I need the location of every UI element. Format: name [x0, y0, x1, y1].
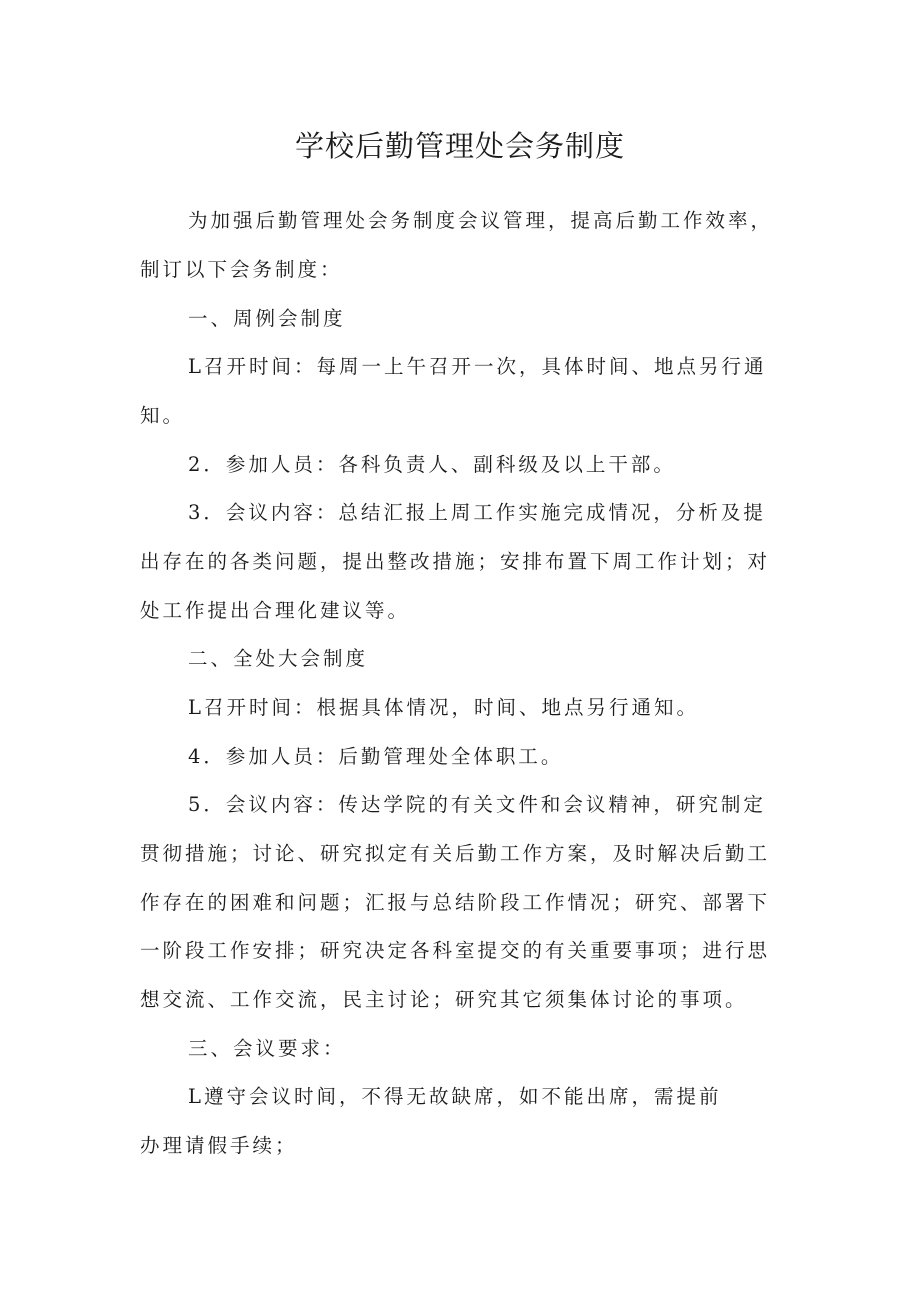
- section-2-heading: 二、全处大会制度: [188, 647, 369, 670]
- section-3-item-1-line-1: L遵守会议时间，不得无故缺席，如不能出席，需提前: [188, 1085, 722, 1108]
- section-3-item-1-line-2: 办理请假手续；: [140, 1134, 298, 1157]
- section-2-item-3-line-2: 贯彻措施；讨论、研究拟定有关后勤工作方案，及时解决后勤工: [140, 842, 771, 865]
- section-2-item-3-line-4: 一阶段工作安排；研究决定各科室提交的有关重要事项；进行思: [140, 939, 771, 962]
- section-1-heading: 一、周例会制度: [188, 307, 346, 330]
- section-2-item-3-line-3: 作存在的困难和问题；汇报与总结阶段工作情况；研究、部署下: [140, 891, 771, 914]
- intro-line-1: 为加强后勤管理处会务制度会议管理，提高后勤工作效率，: [188, 209, 774, 232]
- section-2-item-1: L召开时间：根据具体情况，时间、地点另行通知。: [188, 696, 699, 719]
- section-1-item-3-line-1: 3．会议内容：总结汇报上周工作实施完成情况，分析及提: [188, 501, 766, 524]
- section-1-item-1-line-1: L召开时间：每周一上午召开一次，具体时间、地点另行通: [188, 355, 767, 378]
- section-1-item-3-line-2: 出存在的各类问题，提出整改措施；安排布置下周工作计划；对: [140, 550, 771, 573]
- section-2-item-3-line-1: 5．会议内容：传达学院的有关文件和会议精神，研究制定: [188, 793, 766, 816]
- section-2-item-3-line-5: 想交流、工作交流，民主讨论；研究其它须集体讨论的事项。: [140, 988, 748, 1011]
- section-1-item-3-line-3: 处工作提出合理化建议等。: [140, 599, 411, 622]
- section-2-item-2: 4．参加人员：后勤管理处全体职工。: [188, 745, 564, 768]
- section-1-item-1-line-2: 知。: [140, 404, 186, 427]
- document-title: 学校后勤管理处会务制度: [294, 129, 625, 163]
- section-3-heading: 三、会议要求：: [188, 1037, 346, 1060]
- section-1-item-2: 2．参加人员：各科负责人、副科级及以上干部。: [188, 453, 676, 476]
- intro-line-2: 制订以下会务制度：: [140, 258, 343, 281]
